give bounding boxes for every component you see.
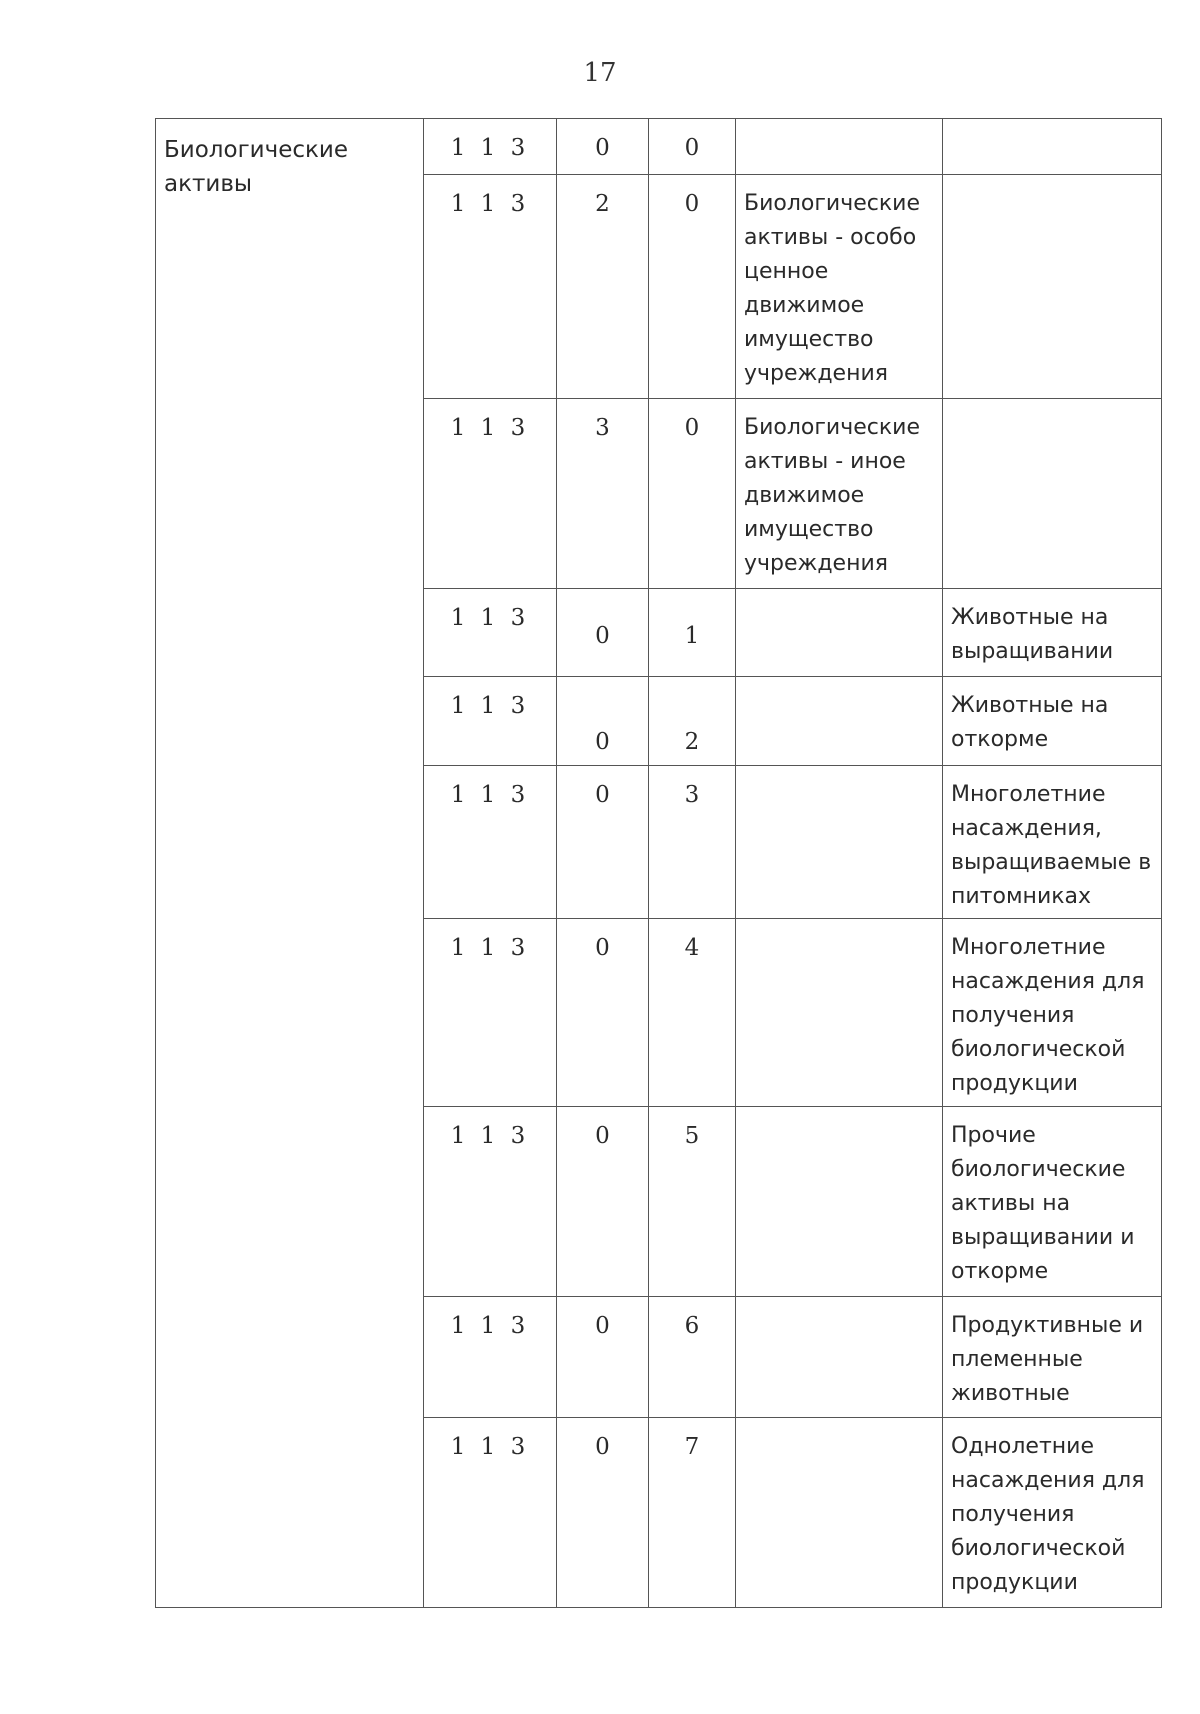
digit-cell: 4: [649, 919, 736, 1106]
kps-cell: 1 1 3: [424, 119, 557, 174]
digit-cell: 0: [557, 919, 649, 1106]
digit-cell: 2: [649, 677, 736, 765]
digit-cell: 0: [557, 677, 649, 765]
kps-cell: 1 1 3: [424, 766, 557, 918]
table-row: [424, 919, 1161, 1107]
kps-cell: 1 1 3: [424, 175, 557, 398]
analytic-cell: Животные на выращивании: [951, 605, 1114, 664]
table-row: [424, 1418, 1161, 1607]
name-cell: [736, 677, 943, 765]
analytic-cell: Однолетние насаждения для получения биологической продукции: [951, 1434, 1145, 1595]
name-cell: [736, 1418, 943, 1607]
digit-cell: 3: [649, 766, 736, 918]
section-label: Биологические активы: [164, 137, 348, 197]
digit-cell: 6: [649, 1297, 736, 1417]
digit-cell: 0: [649, 175, 736, 398]
digit-cell: 0: [649, 119, 736, 174]
analytic-cell: [943, 399, 1161, 588]
kps-cell: 1 1 3: [424, 919, 557, 1106]
name-cell: Биологические активы - особо ценное движимое имущество учреждения: [736, 175, 943, 398]
table-row: [424, 677, 1161, 766]
digit-cell: 3: [557, 399, 649, 588]
digit-cell: 7: [649, 1418, 736, 1607]
analytic-cell: Многолетние насаждения, выращиваемые в питомниках: [951, 782, 1152, 909]
kps-cell: 1 1 3: [424, 1418, 557, 1607]
name-cell: [736, 1107, 943, 1296]
page-number: 17: [583, 58, 617, 88]
analytic-cell: Прочие биологические активы на выращивании и откорме: [951, 1123, 1135, 1284]
digit-cell: 1: [649, 589, 736, 676]
digit-cell: 0: [649, 399, 736, 588]
kps-cell: 1 1 3: [424, 589, 557, 676]
analytic-cell: [943, 119, 1161, 174]
digit-cell: 0: [557, 1418, 649, 1607]
analytic-cell: Продуктивные и племенные животные: [951, 1313, 1144, 1406]
table-row: [424, 766, 1161, 919]
table-row: [424, 175, 1161, 399]
digit-cell: 0: [557, 1297, 649, 1417]
kps-cell: 1 1 3: [424, 677, 557, 765]
digit-cell: 0: [557, 589, 649, 676]
digit-cell: 0: [557, 766, 649, 918]
table-row: [424, 1107, 1161, 1297]
name-cell: [736, 919, 943, 1106]
digit-cell: 2: [557, 175, 649, 398]
table-row: [424, 1297, 1161, 1418]
name-cell: [736, 766, 943, 918]
name-cell: [736, 1297, 943, 1417]
digit-cell: 0: [557, 119, 649, 174]
name-cell: [736, 589, 943, 676]
analytic-cell: Животные на откорме: [951, 693, 1109, 752]
digit-cell: 0: [557, 1107, 649, 1296]
name-cell: Биологические активы - иное движимое имущество учреждения: [736, 399, 943, 588]
digit-cell: 5: [649, 1107, 736, 1296]
name-cell: [736, 119, 943, 174]
table-row: [424, 589, 1161, 677]
table-row: [424, 119, 1161, 175]
kps-cell: 1 1 3: [424, 399, 557, 588]
analytic-cell: [943, 175, 1161, 398]
table-rows: [423, 119, 1161, 1607]
table-row: [424, 399, 1161, 589]
accounts-table: [155, 118, 1162, 1608]
kps-cell: 1 1 3: [424, 1107, 557, 1296]
kps-cell: 1 1 3: [424, 1297, 557, 1417]
analytic-cell: Многолетние насаждения для получения биологической продукции: [951, 935, 1145, 1096]
